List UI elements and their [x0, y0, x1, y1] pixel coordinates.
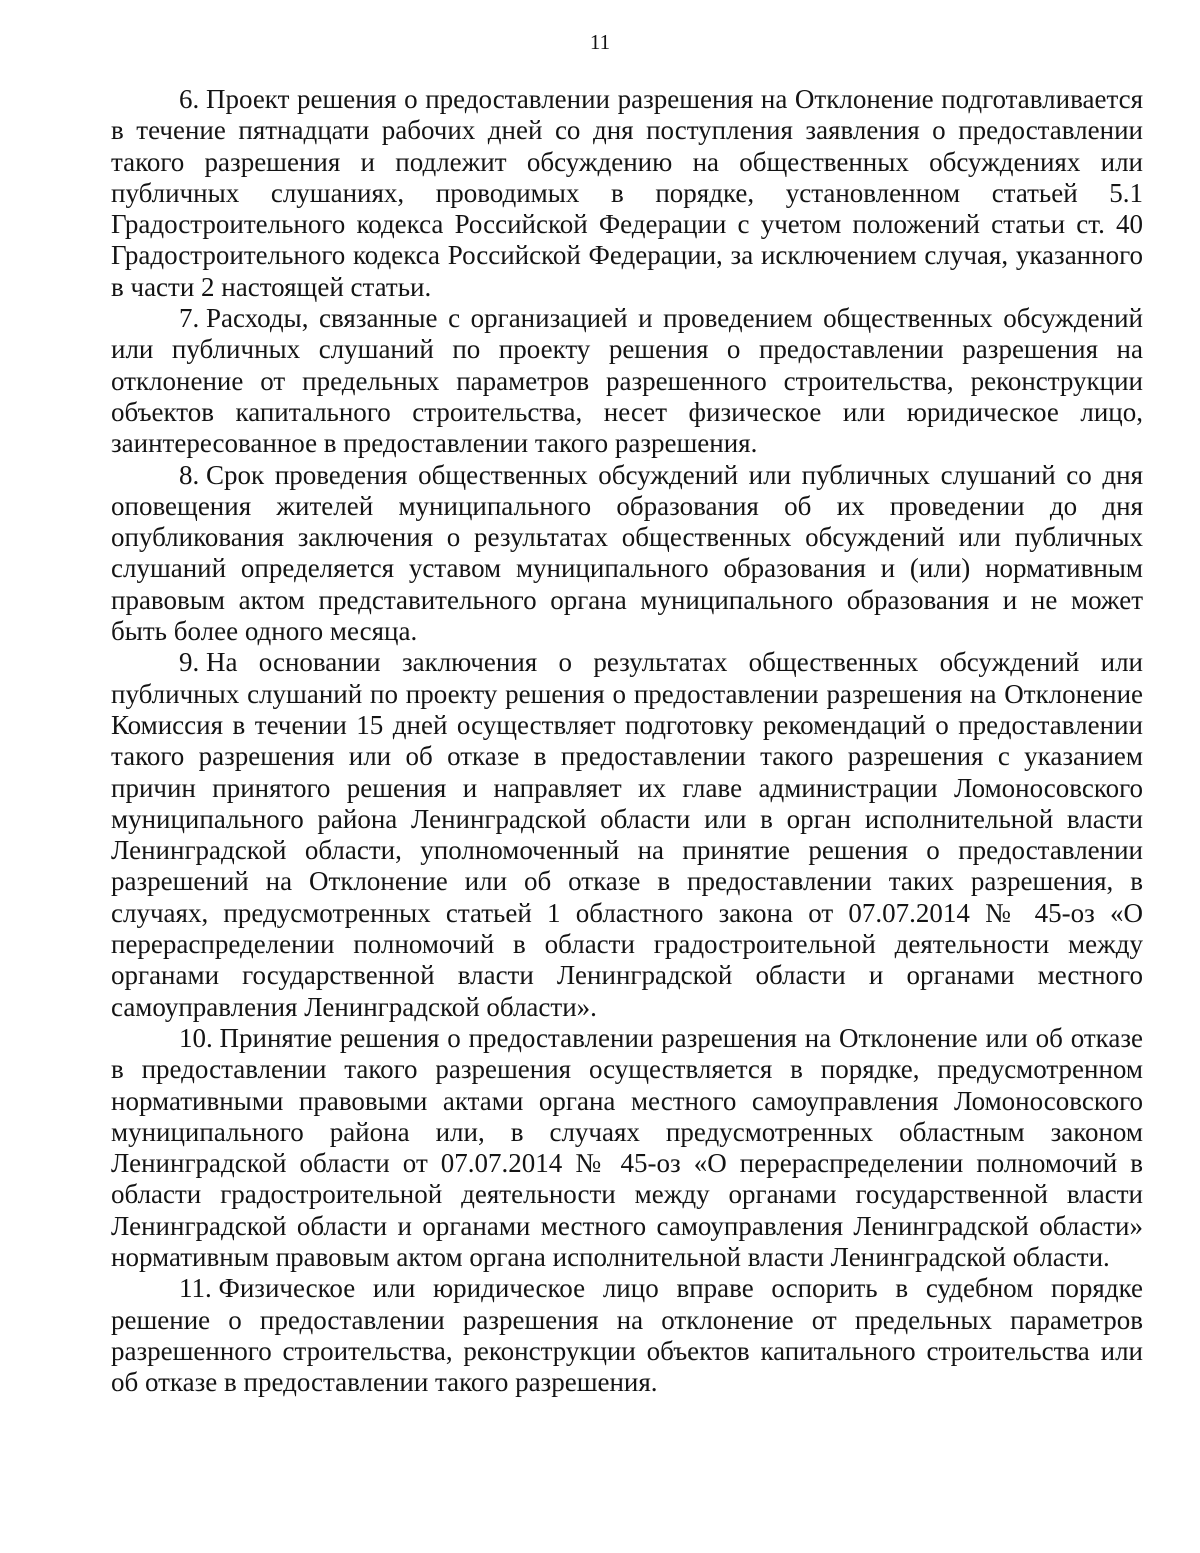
paragraph-7: [111, 303, 1143, 459]
paragraph-number: 10.: [179, 1022, 213, 1053]
paragraph-11: [111, 1273, 1143, 1398]
paragraph-8: [111, 460, 1143, 648]
paragraph-text: Физическое или юридическое лицо вправе оспорить в судебном порядке решение о предоставлении разрешения на отклонение от предельных параметров разрешенного строительства, реконструкции объектов капитального строительства или об отказе в предоставлении такого разрешения.: [111, 1273, 1143, 1398]
paragraph-number: 11.: [179, 1273, 212, 1304]
paragraph-text: Срок проведения общественных обсуждений или публичных слушаний со дня оповещения жителей муниципального образования об их проведении до дня опубликования заключения о результатах общественных обсуждений или публичных слушаний определяется уставом муниципального образования и (или) нормативным правовым актом представительного органа муниципального образования и не может быть более одного месяца.: [111, 459, 1143, 647]
paragraph-number: 7.: [179, 303, 200, 334]
document-body: [111, 84, 1143, 1398]
paragraph-9: [111, 647, 1143, 1023]
paragraph-number: 8.: [179, 459, 200, 490]
paragraph-number: 6.: [179, 84, 200, 114]
paragraph-text: Принятие решения о предоставлении разрешения на Отклонение или об отказе в предоставлении такого разрешения осуществляется в порядке, предусмотренном нормативными правовыми актами органа местного самоуправления Ломоносовского муниципального района или, в случаях предусмотренных областным законом Ленинградской области от 07.07.2014 № 45-оз «О перераспределении полномочий в области градостроительной деятельности между органами государственной власти Ленинградской области и органами местного самоуправления Ленинградской области» нормативным правовым актом органа исполнительной власти Ленинградской области.: [111, 1022, 1143, 1272]
paragraph-text: Проект решения о предоставлении разрешения на Отклонение подготавливается в течение пятнадцати рабочих дней со дня поступления заявления о предоставлении такого разрешения и подлежит обсуждению на общественных обсуждениях или публичных слушаниях, проводимых в порядке, установленном статьей 5.1 Градостроительного кодекса Российской Федерации с учетом положений статьи ст. 40 Градостроительного кодекса Российской Федерации, за исключением случая, указанного в части 2 настоящей статьи.: [111, 84, 1143, 302]
page-number: 11: [589, 30, 611, 54]
paragraph-text: Расходы, связанные с организацией и проведением общественных обсуждений или публичных слушаний по проекту решения о предоставлении разрешения на отклонение от предельных параметров разрешенного строительства, реконструкции объектов капитального строительства, несет физическое или юридическое лицо, заинтересованное в предоставлении такого разрешения.: [111, 303, 1143, 459]
paragraph-number: 9.: [179, 647, 200, 678]
paragraph-text: На основании заключения о результатах общественных обсуждений или публичных слушаний по проекту решения о предоставлении разрешения на Отклонение Комиссия в течении 15 дней осуществляет подготовку рекомендаций о предоставлении такого разрешения или об отказе в предоставлении такого разрешения с указанием причин принятого решения и направляет их главе администрации Ломоносовского муниципального района Ленинградской области или в орган исполнительной власти Ленинградской области, уполномоченный на принятие решения о предоставлении разрешений на Отклонение или об отказе в предоставлении таких разрешения, в случаях, предусмотренных статьей 1 областного закона от 07.07.2014 № 45-оз «О перераспределении полномочий в области градостроительной деятельности между органами государственной власти Ленинградской области и органами местного самоуправления Ленинградской области».: [111, 647, 1143, 1022]
paragraph-6: [111, 84, 1143, 303]
paragraph-10: [111, 1023, 1143, 1273]
